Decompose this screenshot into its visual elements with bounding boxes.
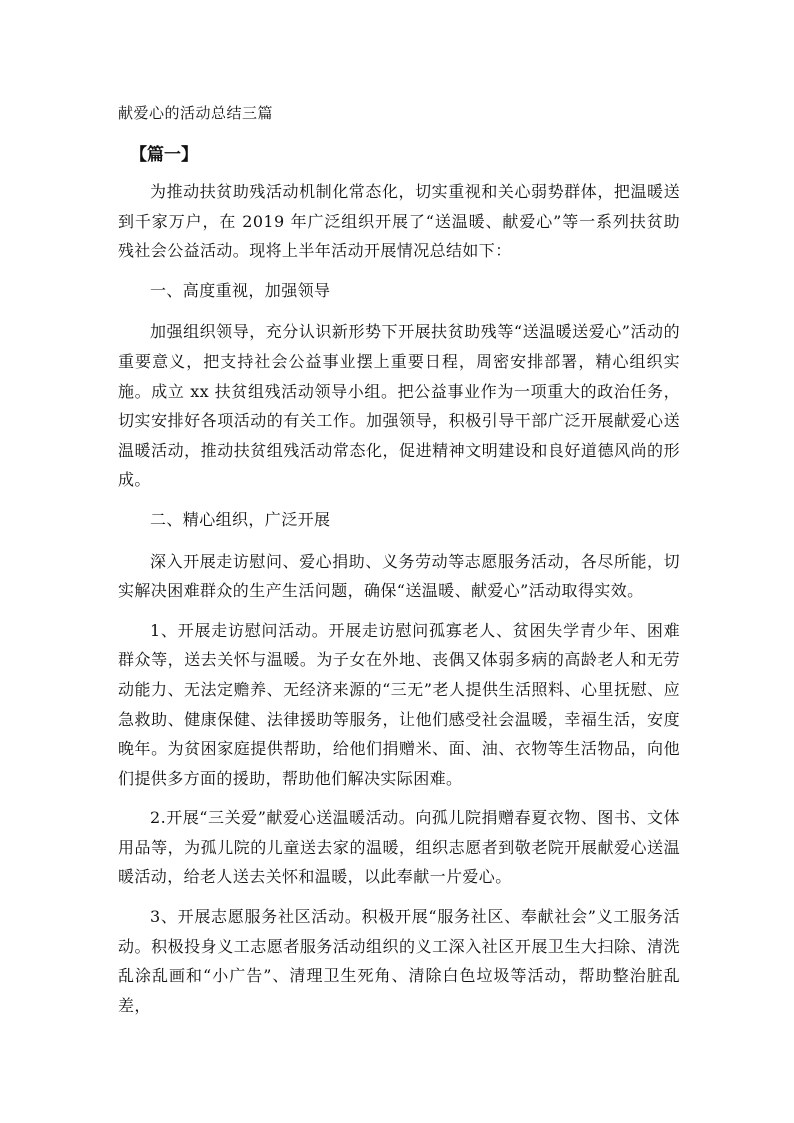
intro-paragraph: 为推动扶贫助残活动机制化常态化，切实重视和关心弱势群体，把温暖送到千家万户，在 2019 年广泛组织开展了“送温暖、献爱心”等一系列扶贫助残社会公益活动。现将上半年活动开展情况总结如下： [118,182,680,261]
three-care-paragraph: 2.开展“三关爱”献爱心送温暖活动。向孤儿院捐赠春夏衣物、图书、文体用品等，为孤儿院的儿童送去家的温暖，组织志愿者到敬老院开展献爱心送温暖活动，给老人送去关怀和温暖，以此奉献一片爱心。 [118,808,680,887]
section-label: 【篇一】 [130,145,198,165]
organization-paragraph: 深入开展走访慰问、爱心捐助、义务劳动等志愿服务活动，各尽所能，切实解决困难群众的生产生活问题，确保“送温暖、献爱心”活动取得实效。 [118,551,680,601]
visit-activity-paragraph: 1、开展走访慰问活动。开展走访慰问孤寡老人、贫困失学青少年、困难群众等，送去关怀与温暖。为子女在外地、丧偶又体弱多病的高龄老人和无劳动能力、无法定赡养、无经济来源的“三无”老人提供生活照料、心里抚慰、应急救助、健康保健、法律援助等服务，让他们感受社会温暖，幸福生活，安度晚年。为贫困家庭提供帮助，给他们捐赠米、面、油、衣物等生活物品，向他们提供多方面的援助，帮助他们解决实际困难。 [118,620,680,788]
community-service-paragraph: 3、开展志愿服务社区活动。积极开展“服务社区、奉献社会”义工服务活动。积极投身义工志愿者服务活动组织的义工深入社区开展卫生大扫除、清洗乱涂乱画和“小广告”、清理卫生死角、清除白色垃圾等活动，帮助整治脏乱差， [118,907,680,1015]
heading-two: 二、精心组织，广泛开展 [150,509,331,529]
leadership-paragraph: 加强组织领导，充分认识新形势下开展扶贫助残等“送温暖送爱心”活动的重要意义，把支持社会公益事业摆上重要日程，周密安排部署，精心组织实施。成立 xx 扶贫组残活动领导小组。把公益事业作为一项重大的政治任务，切实安排好各项活动的有关工作。加强领导，积极引导干部广泛开展献爱心送温暖活动，推动扶贫组残活动常态化，促进精神文明建设和良好道德风尚的形成。 [118,322,680,490]
document-title: 献爱心的活动总结三篇 [118,104,274,122]
heading-one: 一、高度重视，加强领导 [150,280,331,300]
article-body [118,139,680,1030]
